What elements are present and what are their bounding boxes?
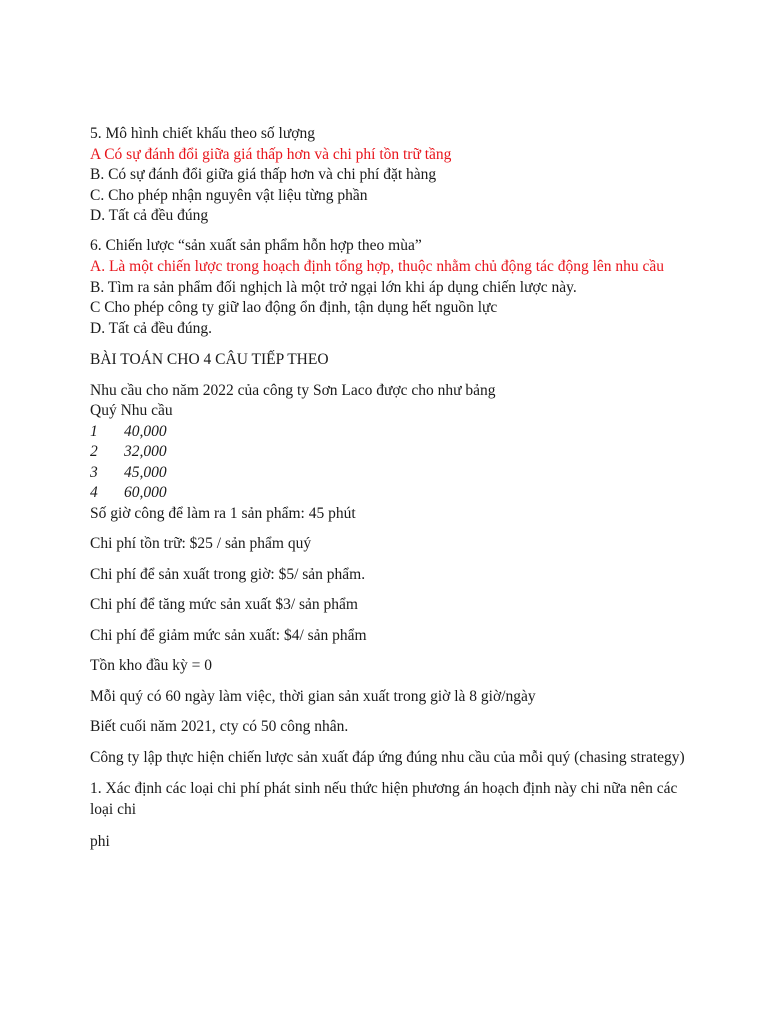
- question-6-text: 6. Chiến lược “sản xuất sản phẩm hỗn hợp theo mùa”: [90, 236, 422, 254]
- quarter-cell: 1: [90, 422, 98, 440]
- question-6-option-a: A. Là một chiến lược trong hoạch định tổng hợp, thuộc nhằm chủ động tác động lên nhu cầu: [90, 258, 665, 275]
- quarter-cell: 2: [90, 443, 98, 460]
- fact-regular-production-cost: Chi phí để sản xuất trong giờ: $5/ sản phẩm.: [90, 565, 366, 583]
- demand-cell: 45,000: [124, 463, 167, 481]
- demand-cell: 40,000: [124, 422, 167, 440]
- fact-increase-cost: Chi phí để tăng mức sản xuất $3/ sản phẩm: [90, 596, 358, 613]
- sub-question-1: 1. Xác định các loại chi phí phát sinh nếu thức hiện phương án hoạch định này chi nữa nên các loại chi: [90, 780, 678, 818]
- fact-strategy: Công ty lập thực hiện chiến lược sản xuất đáp ứng đúng nhu cầu của mỗi quý (chasing strategy): [90, 748, 685, 766]
- demand-table: [90, 422, 690, 504]
- table-row: [90, 463, 690, 484]
- table-row: [90, 483, 690, 504]
- problem-section: [90, 350, 690, 853]
- question-5: [90, 124, 690, 227]
- question-6-option-b: B. Tìm ra sản phẩm đối nghịch là một trở ngại lớn khi áp dụng chiến lược này.: [90, 278, 577, 296]
- fact-decrease-cost: Chi phí để giảm mức sản xuất: $4/ sản phẩm: [90, 626, 367, 644]
- demand-cell: 32,000: [124, 443, 167, 460]
- problem-heading: BÀI TOÁN CHO 4 CÂU TIẾP THEO: [90, 351, 329, 368]
- fact-beginning-inventory: Tồn kho đầu kỳ = 0: [90, 657, 212, 674]
- demand-table-header: Quý Nhu cầu: [90, 402, 173, 419]
- quarter-cell: 4: [90, 484, 98, 501]
- problem-intro: Nhu cầu cho năm 2022 của công ty Sơn Laco được cho như bảng: [90, 381, 496, 399]
- fact-working-days: Mỗi quý có 60 ngày làm việc, thời gian sản xuất trong giờ là 8 giờ/ngày: [90, 687, 536, 705]
- hours-per-unit: Số giờ công để làm ra 1 sản phẩm: 45 phút: [90, 504, 356, 522]
- fact-workers: Biết cuối năm 2021, cty có 50 công nhân.: [90, 718, 349, 735]
- question-6-option-c: C Cho phép công ty giữ lao động ổn định, tận dụng hết nguồn lực: [90, 299, 498, 316]
- question-5-option-c: C. Cho phép nhận nguyên vật liệu từng phần: [90, 186, 368, 204]
- question-5-option-b: B. Có sự đánh đổi giữa giá thấp hơn và chi phí đặt hàng: [90, 166, 437, 183]
- question-5-option-d: D. Tất cả đều đúng: [90, 207, 209, 224]
- question-5-option-a: A Có sự đánh đổi giữa giá thấp hơn và chi phí tồn trữ tầng: [90, 145, 452, 163]
- fact-holding-cost: Chi phí tồn trữ: $25 / sản phẩm quý: [90, 535, 312, 552]
- trailing-text: phi: [90, 833, 110, 850]
- quarter-cell: 3: [90, 463, 98, 481]
- question-6-option-d: D. Tất cả đều đúng.: [90, 319, 212, 337]
- document-page: [90, 124, 690, 853]
- demand-cell: 60,000: [124, 484, 167, 501]
- table-row: [90, 422, 690, 443]
- question-5-text: 5. Mô hình chiết khấu theo số lượng: [90, 125, 315, 142]
- question-6: [90, 236, 690, 340]
- table-row: [90, 442, 690, 463]
